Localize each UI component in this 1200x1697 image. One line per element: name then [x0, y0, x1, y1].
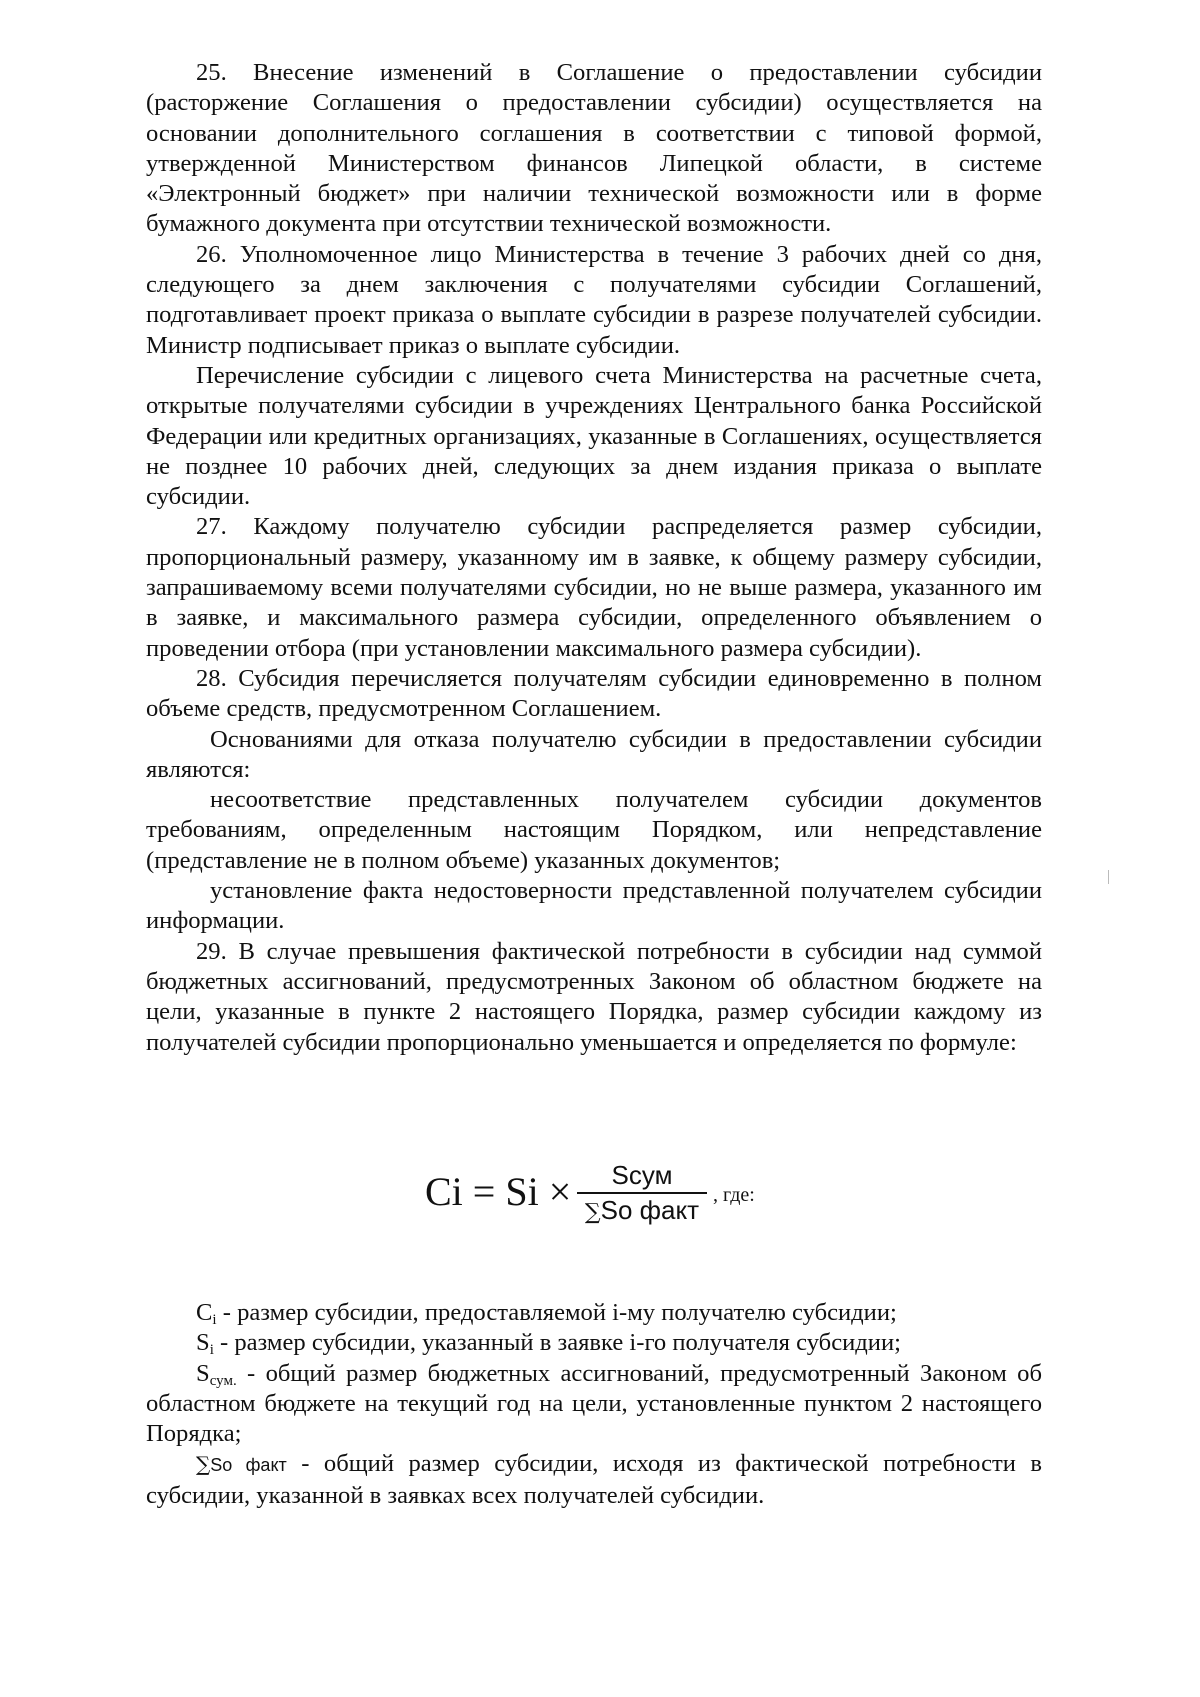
- paragraph-28: 28. Субсидия перечисляется получателям субсидии единовременно в полном объеме средств, предусмотренном Соглашением.: [146, 664, 1042, 723]
- formula-denominator: So факт: [600, 1195, 700, 1225]
- formula-definitions: [146, 1298, 1042, 1511]
- formula-where: , где:: [713, 1184, 755, 1206]
- definition-symbol: S: [196, 1329, 210, 1357]
- paragraph-refusal-item-1: несоответствие представленных получателем субсидии документов требованиям, определенным настоящим Порядком, или непредставление (представление не в полном объеме) указанных документов;: [146, 786, 1042, 874]
- paragraph-25: 25. Внесение изменений в Соглашение о предоставлении субсидии (расторжение Соглашения о предоставлении субсидии) осуществляется на основании дополнительного соглашения в соответствии с типовой формой, утвержденной Министерством финансов Липецкой области, в системе «Электронный бюджет» при наличии технической возможности или в форме бумажного документа при отсутствии технической возможности.: [146, 59, 1042, 238]
- definition-subscript: So факт: [210, 1455, 287, 1476]
- paragraph-29: 29. В случае превышения фактической потребности в субсидии над суммой бюджетных ассигнований, предусмотренных Законом об областном бюджете на цели, указанные в пункте 2 настоящего Порядка, размер субсидии каждому из получателей субсидии пропорционально уменьшается и определяется по формуле:: [146, 937, 1042, 1056]
- paragraph-26-transfer: Перечисление субсидии с лицевого счета Министерства на расчетные счета, открытые получателями субсидии в учреждениях Центрального банка Российской Федерации или кредитных организациях, указанные в Соглашениях, осуществляется не позднее 10 рабочих дней, следующих за днем издания приказа о выплате субсидии.: [146, 361, 1042, 511]
- paragraph-refusal-item-2: установление факта недостоверности представленной получателем субсидии информации.: [146, 877, 1042, 935]
- definition-so-fact: [146, 1449, 1042, 1511]
- scan-margin-mark: [1108, 870, 1109, 884]
- formula-fraction: [577, 1160, 707, 1228]
- definition-text: - общий размер субсидии, исходя из фактической потребности в субсидии, указанной в заявках всех получателей субсидии.: [146, 1450, 1042, 1509]
- subsidy-formula: [425, 1160, 845, 1240]
- definition-text: - общий размер бюджетных ассигнований, предусмотренный Законом об областном бюджете на текущий год на цели, установленные пунктом 2 настоящего Порядка;: [146, 1359, 1042, 1448]
- definition-ci: [146, 1298, 1042, 1328]
- formula-sigma: ∑: [584, 1200, 601, 1225]
- definition-text: - размер субсидии, предоставляемой i-му получателю субсидии;: [216, 1299, 897, 1326]
- paragraph-26: 26. Уполномоченное лицо Министерства в течение 3 рабочих дней со дня, следующего за днем заключения с получателями субсидии Соглашений, подготавливает проект приказа о выплате субсидии в разрезе получателей субсидии. Министр подписывает приказ о выплате субсидии.: [146, 240, 1042, 359]
- definition-ssum: [146, 1359, 1042, 1450]
- definition-symbol: C: [196, 1299, 213, 1326]
- formula-lhs: Ci = Si ×: [425, 1169, 572, 1214]
- definition-si: [146, 1328, 1042, 1358]
- definition-subscript: сум.: [209, 1372, 237, 1389]
- definition-subscript: i: [212, 1312, 217, 1328]
- definition-subscript: i: [209, 1342, 214, 1359]
- document-body: [146, 58, 1042, 1058]
- formula-numerator: Sсум: [611, 1160, 673, 1190]
- definition-text: - размер субсидии, указанный в заявке i-го получателя субсидии;: [213, 1329, 901, 1357]
- definition-symbol: S: [196, 1359, 210, 1387]
- definition-sigma-symbol: ∑: [196, 1452, 211, 1477]
- formula-denominator-wrap: [577, 1195, 707, 1228]
- paragraph-27: 27. Каждому получателю субсидии распределяется размер субсидии, пропорциональный размеру, указанному им в заявке, к общему размеру субсидии, запрашиваемому всеми получателями субсидии, но не выше размера, указанного им в заявке, и максимального размера субсидии, определенного объявлением о проведении отбора (при установлении максимального размера субсидии).: [146, 513, 1042, 662]
- paragraph-refusal-grounds: Основаниями для отказа получателю субсидии в предоставлении субсидии являются:: [146, 725, 1042, 783]
- formula-fraction-line: [577, 1192, 707, 1194]
